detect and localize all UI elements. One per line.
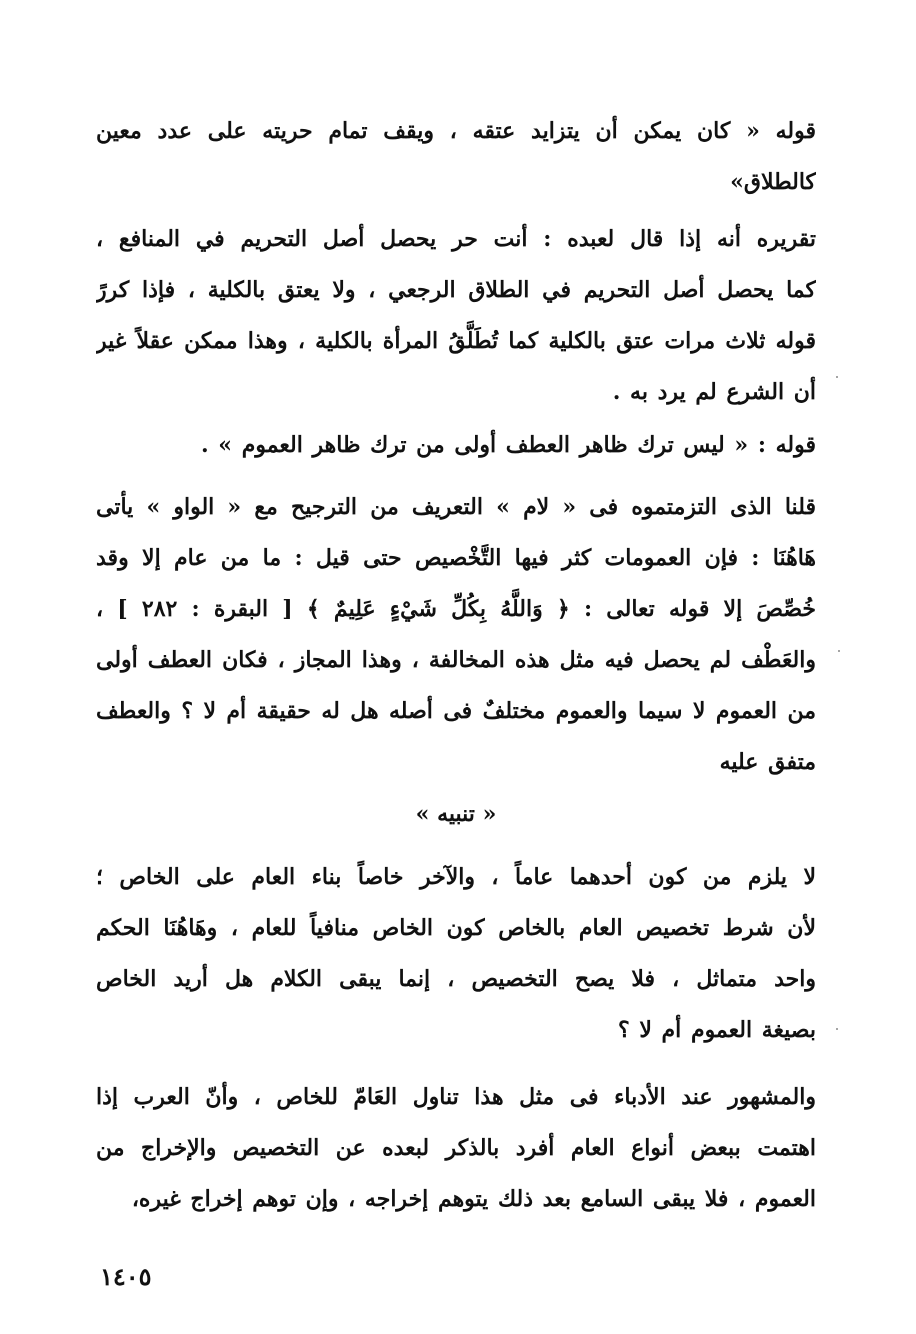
text-line: لا يلزم من كون أحدهما عاماً ، والآخر خاصاً بناء العام على الخاص ؛	[96, 864, 816, 890]
paragraph-1	[96, 106, 816, 208]
text-line: واحد متماثل ، فلا يصح التخصيص ، إنما يبقى الكلام هل أريد الخاص	[96, 966, 816, 992]
text-line: قوله « كان يمكن أن يتزايد عتقه ، ويقف تمام حريته على عدد معين	[96, 118, 816, 144]
text-line: قوله : « ليس ترك ظاهر العطف أولى من ترك ظاهر العموم » .	[200, 432, 816, 458]
text-line: من العموم لا سيما والعموم مختلفٌ فى أصله هل له حقيقة أم لا ؟ والعطف	[96, 698, 816, 724]
text-line: والعَطْف لم يحصل فيه مثل هذه المخالفة ، وهذا المجاز ، فكان العطف أولى	[96, 647, 816, 673]
scan-speck	[838, 650, 840, 652]
page-number: ١٤٠٥	[100, 1262, 152, 1291]
text-line: متفق عليه	[719, 749, 816, 775]
paragraph-4	[96, 482, 816, 788]
paragraph-5	[96, 852, 816, 1056]
paragraph-2	[96, 214, 816, 418]
section-heading: « تنبيه »	[415, 801, 497, 827]
text-line: والمشهور عند الأدباء فى مثل هذا تناول العَامّ للخاص ، وأنّ العرب إذا	[96, 1084, 816, 1110]
scan-speck	[836, 376, 838, 378]
text-line: العموم ، فلا يبقى السامع بعد ذلك يتوهم إخراجه ، وإن توهم إخراج غيره،	[131, 1186, 816, 1212]
text-line: هَاهُنَا : فإن العمومات كثر فيها التَّخْصيص حتى قيل : ما من عام إلا وقد	[96, 545, 816, 571]
text-line: كالطلاق»	[730, 169, 816, 195]
text-line: قلنا الذى التزمتموه فى « لام » التعريف من الترجيح مع « الواو » يأتى	[96, 494, 816, 520]
scan-speck	[836, 1028, 838, 1030]
text-line: لأن شرط تخصيص العام بالخاص كون الخاص منافياً للعام ، وهَاهُنَا الحكم	[96, 915, 816, 941]
text-line: كما يحصل أصل التحريم في الطلاق الرجعي ، ولا يعتق بالكلية ، فإذا كررً	[96, 277, 816, 303]
text-line: قوله ثلاث مرات عتق بالكلية كما تُطَلَّقُ المرأة بالكلية ، وهذا ممكن عقلاً غير	[96, 328, 816, 354]
text-line: تقريره أنه إذا قال لعبده : أنت حر يحصل أصل التحريم في المنافع ،	[96, 226, 816, 252]
paragraph-6	[96, 1072, 816, 1225]
text-line: بصيغة العموم أم لا ؟	[618, 1017, 816, 1043]
text-line: أن الشرع لم يرد به .	[612, 379, 816, 405]
text-line: خُصِّصَ إلا قوله تعالى : ﴿ وَاللَّهُ بِكُلِّ شَيْءٍ عَلِيمٌ ﴾ [ البقرة : ٢٨٢ ] ،	[96, 596, 816, 622]
paragraph-3	[96, 420, 816, 471]
text-line: اهتمت ببعض أنواع العام أفرد بالذكر لبعده عن التخصيص والإخراج من	[96, 1135, 816, 1161]
